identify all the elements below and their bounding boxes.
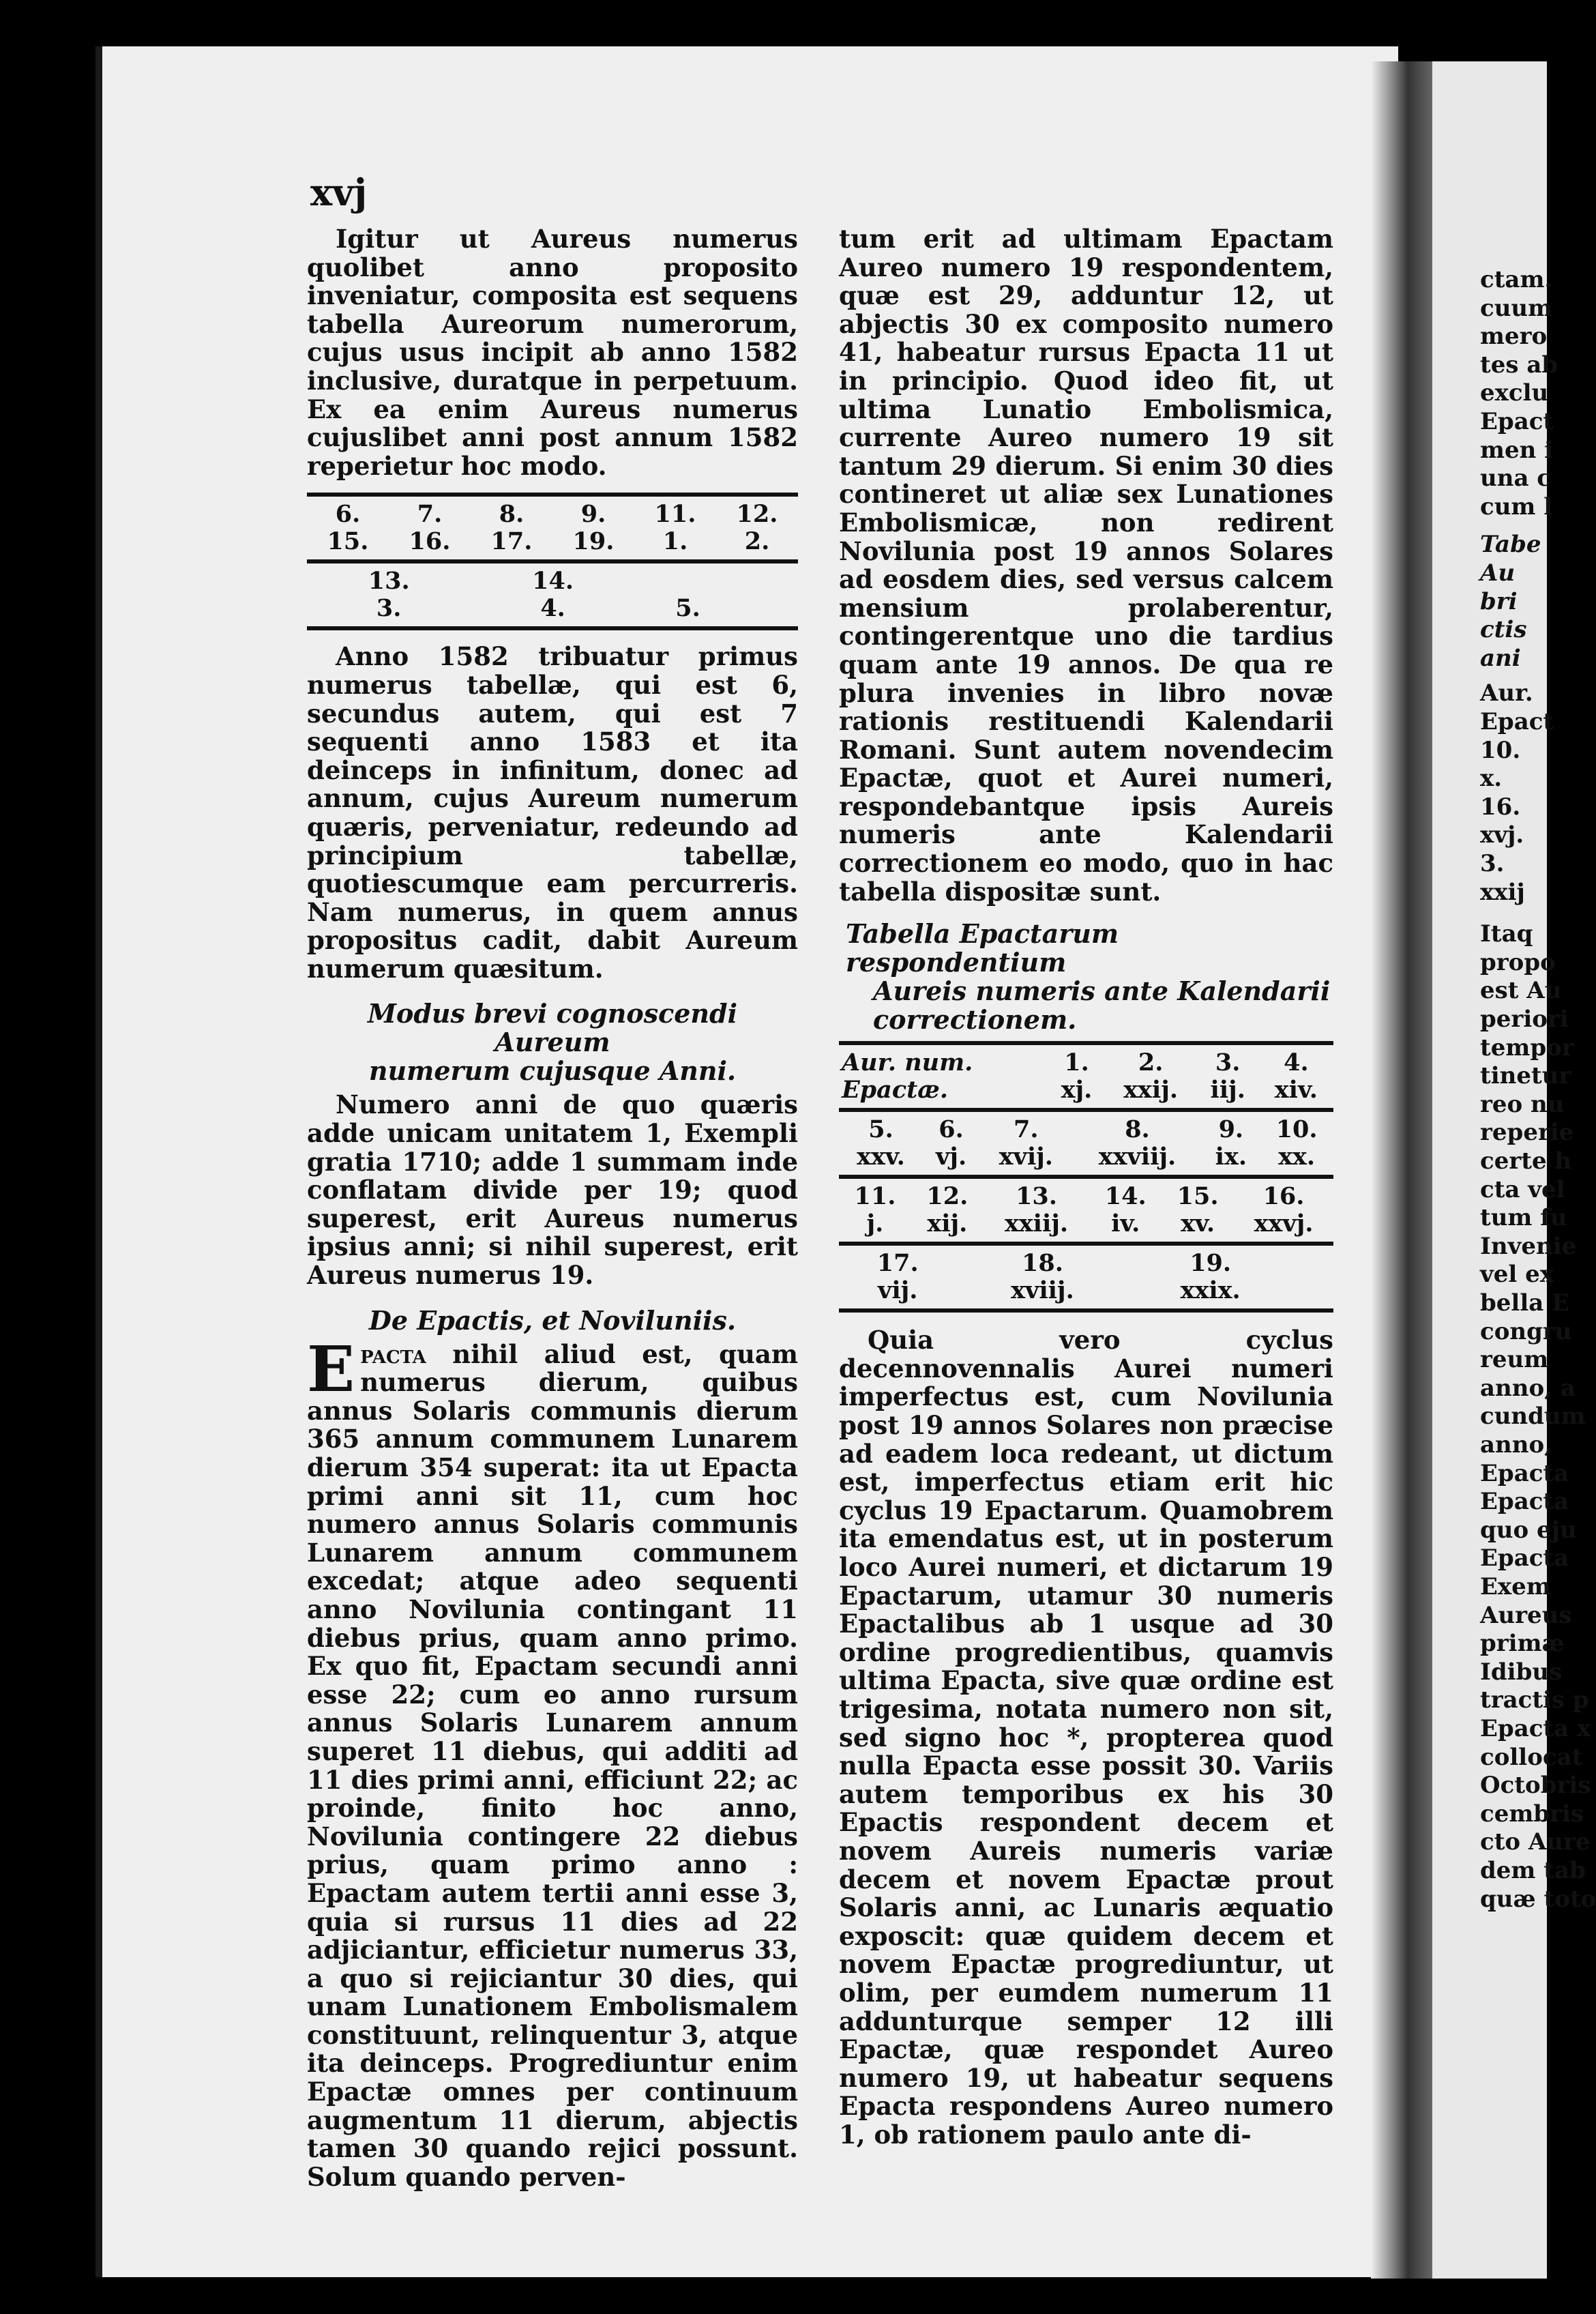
next-page-text: anno, [1480,1431,1552,1459]
heading-line: Modus brevi cognoscendi Aureum [367,998,738,1058]
table-cell [760,595,779,622]
table-cell: 7. [1014,1115,1039,1144]
table-cell: 13. [368,567,410,596]
next-page-text: Exem [1480,1573,1551,1600]
table-cell: 13. [1016,1182,1057,1211]
epact-table-rule [839,1175,1333,1179]
epact-table-rule [839,1242,1333,1246]
next-page-text: Au [1480,559,1516,587]
epacta-lead-word: pacta [360,1338,426,1369]
next-page-text: reo nu [1480,1090,1565,1118]
table-cell [779,595,798,622]
next-page-text: Epacta [1480,1544,1569,1572]
table-row [839,1077,1333,1104]
table-cell: ix. [1215,1143,1247,1171]
next-page-text: periori [1480,1006,1569,1033]
table-rule-mid [307,559,798,563]
table-cell: 17. [490,527,533,556]
table-cell [635,568,741,595]
next-page-text: Epacta [1480,1488,1569,1516]
table-cell [760,568,779,595]
table-cell: 11. [854,1182,896,1211]
next-page-text: Aur. [1480,679,1533,707]
next-page-text: Invenie [1480,1232,1577,1260]
table-cell: iij. [1210,1076,1245,1104]
epact-table [839,1041,1333,1313]
next-page-text: Epact [1480,708,1554,735]
table-cell-empty [1320,1277,1333,1304]
next-page-text: exclu [1480,379,1549,407]
next-page-text: Aureus [1480,1601,1572,1629]
title-line: Tabella Epactarum respondentium [846,918,1119,978]
table-cell: 19. [1189,1249,1232,1278]
table-cell: 8. [499,500,524,529]
table-row [307,595,798,622]
table-cell: 14. [1104,1182,1147,1211]
table-cell: 7. [417,500,443,529]
row-label: Epactæ. [842,1076,949,1104]
table-row [839,1116,1333,1143]
epact-table-group [839,1183,1333,1237]
table-row [839,1210,1333,1237]
golden-number-table-cont [307,568,798,622]
next-page-text: xxij [1480,878,1525,906]
table-row [839,1183,1333,1210]
next-page-text: est Au [1480,977,1562,1005]
next-page-text: quæ toto [1480,1885,1596,1913]
next-page-text: bella E [1480,1289,1570,1317]
table-cell: 2. [744,527,770,556]
page-number: xvj [310,171,368,214]
heading-line: numerum cujusque Anni. [368,1055,737,1087]
table-cell: xxviij. [1098,1143,1177,1171]
table-rule-bottom [307,626,798,630]
table-cell: xxiij. [1004,1210,1069,1238]
table-cell: 18. [1021,1249,1063,1278]
next-page-text: congru [1480,1317,1572,1345]
table-cell: 15. [1177,1182,1219,1211]
table-cell: 17. [876,1249,919,1278]
next-page-text: vel ex [1480,1261,1554,1289]
next-page-text: tractis p [1480,1686,1589,1714]
table-cell: 19. [572,527,615,556]
table-cell: 8. [1125,1115,1150,1144]
cycle-paragraph: Quia vero cyclus decennovennalis Aurei numeri imperfectus est, cum Novilunia post 19 annos Solares non præcise ad eadem loca redeant, ut dictum est, imperfectus etiam erit hic cyclus 19 Epactarum. Quamobrem ita emendatus est, ut in posterum loco Aurei numeri, et dictarum 19 Epactarum, utamur 30 numeris Epactalibus ab 1 usque ad 30 ordine progredientibus, quamvis ultima Epacta, sive quæ ordine est trigesima, notata numero non sit, sed signo hoc *, propterea quod nulla Epacta esse possit 30. Variis autem temporibus ex his 30 Epactis respondent decem et novem Aureis numeris variæ decem et novem Epactæ prout Solaris anni, ac Lunaris æquatio exposcit: quæ quidem decem et novem Epactæ progrediuntur, ut olim, per eumdem numerum 11 addunturque semper 12 illi Epactæ, quæ respondet Aureo numero 19, ut habeatur sequens Epacta respondens Aureo numero 1, ob rationem paulo ante di- [839,1325,1333,2150]
table-cell: j. [866,1210,884,1238]
table-cell: 10. [1275,1115,1318,1144]
next-page-text: Itaq [1480,920,1533,948]
next-page-text: 3. [1480,850,1505,877]
epacta-text: nihil aliud est, quam numerus dierum, quibus annus Solaris communis dierum 365 annum communem Lunarem dierum 354 superat: ita ut Epacta primi anni sit 11, cum hoc numero annus Solaris communis Lunarem annum communem excedat; atque adeo sequenti anno Novilunia contingant 11 diebus prius, quam anno primo. Ex quo fit, Epactam secundi anni esse 22; cum eo anno rursum annus Solaris Lunarem annum superet 11 diebus, qui additi ad 11 dies primi anni, efficiunt 22; ac proinde, finito hoc anno, Novilunia contingere 22 diebus prius, quam primo anno : Epactam autem tertii anni esse 3, quia si rursus 11 dies ad 22 adjiciantur, efficietur numerus 33, a quo si rejiciantur 30 dies, qui unam Lunationem Embolismalem constituunt, relinquentur 3, atque ita deinceps. Progrediuntur enim Epactæ omnes per continuum augmentum 11 dierum, abjectis tamen 30 quando rejici possunt. Solum quando perven- [307,1338,798,2192]
table-row [307,501,798,528]
table-cell: xij. [927,1210,968,1238]
table-cell: 16. [1262,1182,1305,1211]
table-cell: 4. [1284,1049,1309,1077]
table-cell: 14. [532,567,574,596]
next-page-text: bri [1480,587,1518,615]
table-row [307,568,798,595]
epact-table-rule [839,1108,1333,1112]
table-row [839,1250,1333,1277]
table-cell-empty [1306,1277,1320,1304]
table-cell [741,595,760,622]
table-rule-top [307,493,798,497]
table-cell: vij. [877,1276,918,1305]
table-cell: xj. [1061,1076,1093,1104]
next-page-text: tinetur [1480,1062,1571,1090]
table-cell [779,568,798,595]
table-cell: xxix. [1180,1276,1241,1305]
table-cell: 5. [868,1115,893,1144]
table-row [839,1049,1333,1077]
epact-table-group [839,1049,1333,1104]
right-column [839,225,1333,2149]
epact-table-group [839,1116,1333,1171]
table-row [839,1143,1333,1171]
table-cell: xx. [1278,1143,1316,1171]
table-cell: 3. [1215,1049,1241,1077]
title-line: Aureis numeris ante Kalendarii [873,976,1331,1007]
table-cell: 9. [580,500,606,529]
next-page-text: Epacta [1480,1459,1569,1487]
next-page-text: Epact [1480,408,1554,435]
table-cell: vj. [935,1143,967,1171]
next-page-fragment [1432,61,1596,2279]
next-page-text: primæ [1480,1630,1565,1658]
next-page-text: tes ab [1480,351,1558,379]
next-page-text: certe h [1480,1147,1572,1175]
table-row [839,1277,1333,1304]
next-page-text: 16. [1480,793,1521,821]
next-page-text: propo [1480,948,1556,976]
next-page-text: men i [1480,436,1554,464]
next-page-text: xvj. [1480,821,1524,849]
next-page-text: ctis [1480,616,1527,644]
next-page-text: x. [1480,765,1503,793]
section-heading-epactis: De Epactis, et Noviluniis. [368,1304,737,1336]
drop-cap: E [307,1332,355,1406]
epacta-paragraph [307,1332,798,2192]
table-cell: xxv. [857,1143,905,1171]
table-cell: xvij. [999,1143,1053,1171]
next-page-text: tempor [1480,1034,1574,1061]
table-cell: xv. [1181,1210,1215,1238]
table-cell: 9. [1218,1115,1244,1144]
next-page-text: Octobris [1480,1772,1591,1800]
next-page-text: cum l [1480,493,1553,521]
next-page-text: collocat [1480,1743,1583,1771]
table-cell: xviij. [1011,1276,1074,1305]
table-row [307,528,798,555]
table-cell: 11. [654,500,696,529]
epact-table-group [839,1250,1333,1304]
table-cell: xiv. [1274,1076,1318,1104]
explanation-paragraph: Anno 1582 tribuatur primus numerus tabellæ, qui est 6, secundus autem, qui est 7 sequenti anno 1583 et ita deinceps in infinitum, donec ad annum, cujus Aureum numerum quæris, perveniatur, redeundo ad principium tabellæ, quotiescumque eam percurreris. Nam numerus, in quem annus propositus cadit, dabit Aureum numerum quæsitum. [307,641,798,984]
modus-paragraph: Numero anni de quo quæris adde unicam unitatem 1, Exempli gratia 1710; adde 1 summam inde conflatam divide per 19; quod superest, erit Aureus numerus ipsius anni; si nihil superest, erit Aureus numerus 19. [307,1089,798,1291]
next-page-text: reum [1480,1346,1549,1374]
table-cell [741,568,760,595]
table-cell-empty [1320,1250,1333,1277]
epact-table-rule-bottom [839,1308,1333,1313]
table-cell-empty [1292,1277,1306,1304]
table-cell: 1. [662,527,688,556]
next-page-text: cuum [1480,294,1553,322]
next-page-text: ani [1480,644,1521,672]
next-page-text: cto Aure [1480,1828,1591,1856]
next-page-text: dem tab [1480,1857,1586,1884]
next-page-text: mero [1480,323,1548,351]
epact-table-rule [839,1041,1333,1045]
table-cell: 5. [675,594,700,623]
table-cell: 6. [335,500,361,529]
next-page-text: anno, a [1480,1374,1576,1402]
table-cell-empty [1292,1250,1306,1277]
next-page-text: cundum [1480,1403,1586,1431]
next-page-text: Idibus [1480,1658,1563,1686]
next-page-text: 10. [1480,736,1521,764]
page-gutter [1371,61,1432,2279]
intro-paragraph: Igitur ut Aureus numerus quolibet anno proposito inveniatur, composita est sequens tabella Aureorum numerorum, cujus usus incipit ab anno 1582 inclusive, duratque in perpetuum. Ex ea enim Aureus numerus cujuslibet anni post annum 1582 reperietur hoc modo. [307,224,798,481]
table-cell: 3. [376,594,402,623]
table-cell: 16. [409,527,451,556]
next-page-text: cta vel [1480,1175,1565,1203]
section-heading-modus [307,999,798,1085]
table-cell: 1. [1064,1049,1089,1077]
next-page-text: tum fu [1480,1204,1567,1232]
table-cell: 12. [736,500,778,529]
table-cell: xxvj. [1254,1210,1314,1238]
table-cell: 2. [1138,1049,1164,1077]
next-page-text: reperie [1480,1119,1574,1147]
table-cell: iv. [1111,1210,1140,1238]
left-column [307,225,798,2191]
epact-table-title [846,920,1333,1034]
row-label: Aur. num. [842,1049,973,1077]
table-cell: 6. [939,1115,964,1144]
next-page-text: cembris [1480,1800,1584,1828]
table-cell: 15. [327,527,369,556]
next-page-text: Epacta x [1480,1715,1591,1742]
continuation-paragraph: tum erit ad ultimam Epactam Aureo numero 19 respondentem, quæ est 29, adduntur 12, ut abjectis 30 ex composito numero 41, habeatur rursus Epacta 11 ut in principio. Quod ideo fit, ut ultima Lunatio Embolismica, currente Aureo numero 19 sit tantum 29 dierum. Si enim 30 dies contineret ut aliæ sex Lunationes Embolismicæ, non redirent Novilunia post 19 annos Solares ad eosdem dies, sed versus calcem mensium prolaberentur, contingerentque uno die tardius quam ante 19 annos. De qua re plura invenies in libro novæ rationis restituendi Kalendarii Romani. Sunt autem novendecim Epactæ, quot et Aurei numeri, respondebantque ipsis Aureis numeris ante Kalendarii correctionem eo modo, quo in hac tabella dispositæ sunt. [839,224,1333,907]
table-cell: xxij. [1123,1076,1179,1104]
table-cell: 12. [926,1182,969,1211]
table-cell: 4. [540,594,565,623]
next-page-text: ctam. [1480,266,1553,293]
title-line: correctionem. [873,1004,1077,1036]
table-cell-empty [1306,1250,1320,1277]
golden-number-table [307,501,798,555]
next-page-text: una c [1480,465,1552,493]
next-page-text: quo eju [1480,1516,1577,1544]
next-page-text: Tabe [1480,531,1541,559]
